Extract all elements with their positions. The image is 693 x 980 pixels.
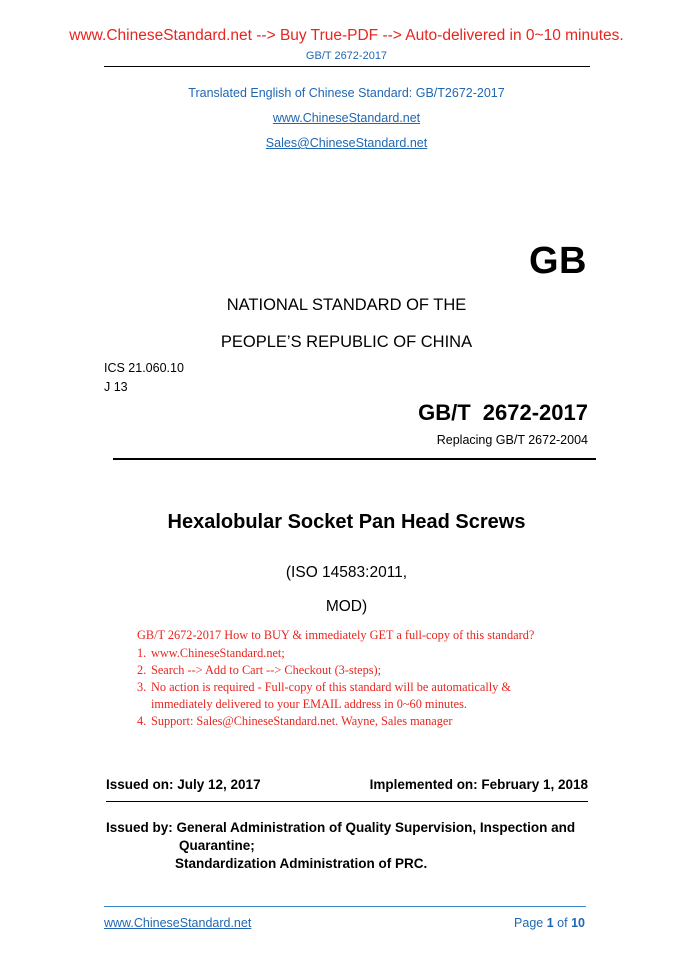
issued-by-line2: Quarantine;: [179, 838, 255, 853]
header-banner[interactable]: www.ChineseStandard.net --> Buy True-PDF --> Auto-delivered in 0~10 minutes.: [69, 27, 624, 44]
page-of: of: [557, 916, 568, 930]
email-link-wrapper: [0, 136, 693, 150]
buy-item-number: 1.: [137, 646, 147, 660]
header-standard-code: GB/T 2672-2017: [305, 50, 388, 62]
ics-code: ICS 21.060.10: [104, 361, 184, 375]
issued-by-line3: Standardization Administration of PRC.: [175, 856, 428, 871]
dates-divider: [106, 801, 588, 802]
document-title: Hexalobular Socket Pan Head Screws: [167, 511, 526, 533]
buy-item-text: Search --> Add to Cart --> Checkout (3-steps);: [151, 663, 382, 677]
buy-item-number: 4.: [137, 714, 147, 728]
buy-item: [137, 714, 452, 729]
standard-number: GB/T 2672-2017: [418, 400, 588, 425]
gb-logo: GB: [529, 240, 587, 282]
dates-row: [106, 777, 588, 792]
buy-item: [137, 646, 285, 661]
footer-divider: [104, 906, 586, 907]
buy-item-text[interactable]: Support: Sales@ChineseStandard.net. Wayne, Sales manager: [151, 714, 453, 728]
buy-item: [137, 680, 511, 695]
buy-heading: GB/T 2672-2017 How to BUY & immediately GET a full-copy of this standard?: [137, 628, 535, 642]
header-divider: [104, 66, 590, 67]
title-divider: [113, 458, 596, 460]
issued-by-line1: Issued by: General Administration of Quality Supervision, Inspection and: [106, 820, 576, 835]
national-standard-line2: PEOPLE’S REPUBLIC OF CHINA: [220, 333, 473, 351]
buy-item: [137, 663, 381, 678]
footer-website-link[interactable]: www.ChineseStandard.net: [104, 916, 252, 930]
buy-item-text: immediately delivered to your EMAIL address in 0~60 minutes.: [151, 697, 467, 711]
page-prefix: Page: [514, 916, 544, 930]
implemented-date: Implemented on: February 1, 2018: [369, 777, 588, 792]
page-current: 1: [546, 916, 554, 930]
page-indicator: [514, 916, 585, 930]
website-link-wrapper: [0, 111, 693, 125]
buy-item: [137, 697, 467, 712]
buy-item-number: 2.: [137, 663, 147, 677]
issued-date: Issued on: July 12, 2017: [106, 777, 261, 792]
iso-reference-line1: (ISO 14583:2011,: [285, 564, 408, 581]
buy-item-text: No action is required - Full-copy of this standard will be automatically &: [151, 680, 511, 694]
iso-reference-line2: MOD): [325, 598, 368, 615]
website-link[interactable]: www.ChineseStandard.net: [272, 111, 421, 125]
page-total: 10: [571, 916, 585, 930]
email-link[interactable]: Sales@ChineseStandard.net: [265, 136, 428, 150]
replacing-note: Replacing GB/T 2672-2004: [436, 433, 588, 447]
ccs-code: J 13: [104, 380, 128, 394]
buy-item-text[interactable]: www.ChineseStandard.net;: [151, 646, 285, 660]
national-standard-line1: NATIONAL STANDARD OF THE: [226, 296, 467, 314]
translated-note: Translated English of Chinese Standard: GB/T2672-2017: [188, 86, 505, 100]
buy-item-number: 3.: [137, 680, 147, 694]
